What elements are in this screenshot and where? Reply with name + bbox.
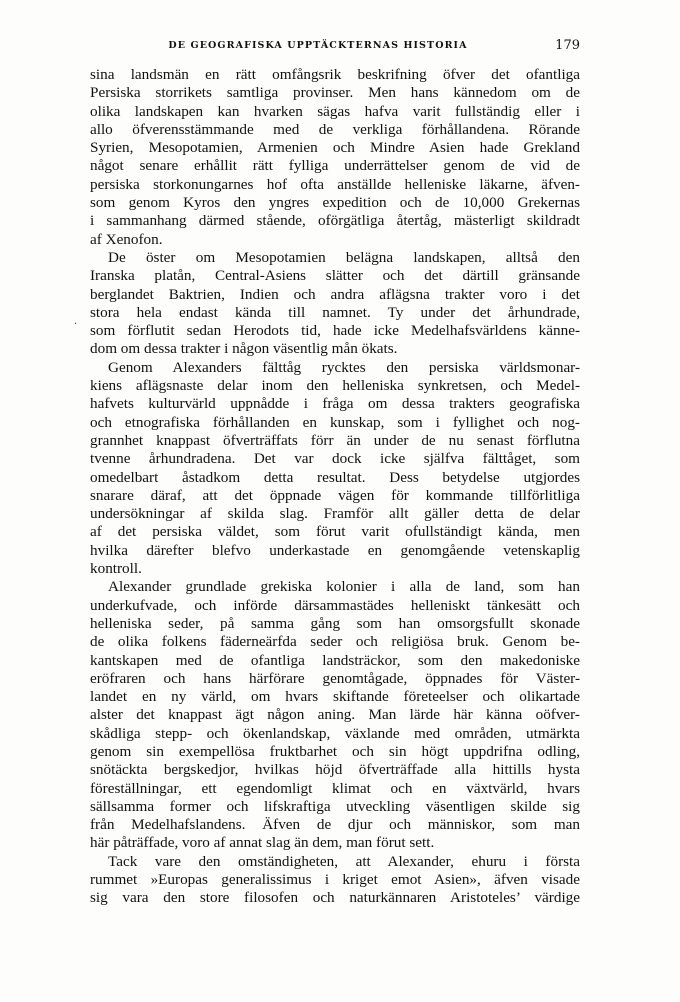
text-line: Persiska storrikets samtliga provinser. Men hans kännedom om de bbox=[90, 84, 580, 102]
page-number: 179 bbox=[555, 38, 580, 53]
text-line: som genom Kyros den yngres expedition och de 10,000 Grekernas bbox=[90, 194, 580, 212]
text-line: skådliga stepp- och ökenlandskap, växlande med områden, utmärkta bbox=[90, 724, 580, 742]
text-line: något senare erhållit rätt fylliga underrättelser genom de vid de bbox=[90, 157, 580, 175]
text-line: Tack vare den omständigheten, att Alexander, ehuru i första bbox=[108, 852, 580, 870]
text-line: af det persiska väldet, som förut varit ofullständigt kända, men bbox=[90, 523, 580, 541]
text-line: stora hela endast kända till namnet. Ty under det århundrade, bbox=[90, 303, 580, 321]
text-line: hafvets kulturvärld uppnådde i fråga om dessa trakters geografiska bbox=[90, 395, 580, 413]
text-line: Iranska platån, Central-Asiens slätter och det därtill gränsande bbox=[90, 267, 580, 285]
text-line: landet en ny värld, om hvars skiftande företeelser och olikartade bbox=[90, 688, 580, 706]
text-line: som förflutit sedan Herodots tid, hade icke Medelhafsvärldens känne- bbox=[90, 322, 580, 340]
text-line: och etnografiska förhållanden en kunskap, som i fyllighet och nog- bbox=[90, 413, 580, 431]
text-line: hvilka därefter blefvo underkastade en genomgående vetenskaplig bbox=[90, 541, 580, 559]
text-line: föreställningar, ett egendomligt klimat och en växtvärld, hvars bbox=[90, 779, 580, 797]
text-line: kontroll. bbox=[90, 560, 142, 578]
text-line: kiens aflägsnaste delar inom den helleniska synkretsen, och Medel- bbox=[90, 377, 580, 395]
text-line: af Xenofon. bbox=[90, 230, 163, 248]
text-line: sig vara den store filosofen och naturkännaren Aristoteles’ värdige bbox=[90, 889, 580, 907]
text-line: tvenne århundradena. Det var dock icke själfva fälttåget, som bbox=[90, 450, 580, 468]
text-line: undersökningar af skilda slag. Framför allt gäller detta de delar bbox=[90, 505, 580, 523]
text-line: olika landskapen kan hvarken sägas hafva varit fullständig eller i bbox=[90, 102, 580, 120]
body-text bbox=[90, 66, 580, 908]
running-header bbox=[90, 40, 580, 56]
text-line: Syrien, Mesopotamien, Armenien och Mindre Asien hade Grekland bbox=[90, 139, 580, 157]
text-line: eröfraren och hans härförare genomtågade, öppnades för Väster- bbox=[90, 669, 580, 687]
text-line: i sammanhang därmed stående, oförgätliga återtåg, mästerligt skildradt bbox=[90, 212, 580, 230]
text-line: De öster om Mesopotamien belägna landskapen, alltså den bbox=[108, 248, 580, 266]
text-line: grannhet knappast öfverträffats förr än under de nu senast förflutna bbox=[90, 431, 580, 449]
text-line: snötäckta bergskedjor, hvilkas höjd öfverträffade alla hittills hysta bbox=[90, 761, 580, 779]
text-line: underkufvade, och införde därsammastädes helleniskt tänkesätt och bbox=[90, 596, 580, 614]
text-line: helleniska seder, på samma gång som han omsorgsfullt skonade bbox=[90, 614, 580, 632]
text-line: alster det knappast ägt någon aning. Man lärde här känna oöfver- bbox=[90, 706, 580, 724]
text-line: rummet »Europas generalissimus i kriget emot Asien», äfven visade bbox=[90, 871, 580, 889]
margin-mark: · bbox=[74, 319, 78, 330]
text-line: här påträffade, voro af annat slag än dem, man förut sett. bbox=[90, 834, 435, 852]
text-line: sina landsmän en rätt omfångsrik beskrifning öfver det ofantliga bbox=[90, 66, 580, 83]
text-line: berglandet Baktrien, Indien och andra aflägsna trakter voro i det bbox=[90, 285, 580, 303]
text-line: kantskapen med de ofantliga landsträckor, som den makedoniske bbox=[90, 651, 580, 669]
text-line: omedelbart åstadkom detta resultat. Dess betydelse utgjordes bbox=[90, 468, 580, 486]
text-line: Alexander grundlade grekiska kolonier i alla de land, som han bbox=[108, 578, 580, 596]
text-line: snarare däraf, att det öppnade vägen för kommande tillförlitliga bbox=[90, 486, 580, 504]
text-line: genom sin exempellösa fruktbarhet och sin högt uppdrifna odling, bbox=[90, 742, 580, 760]
text-line: de olika folkens fäderneärfda seder och religiösa bruk. Genom be- bbox=[90, 633, 580, 651]
running-title: DE GEOGRAFISKA UPPTÄCKTERNAS HISTORIA bbox=[168, 40, 468, 51]
text-line: dom om dessa trakter i någon väsentlig mån ökats. bbox=[90, 340, 398, 358]
text-line: sällsamma former och lifskraftiga utveckling väsentligen skilde sig bbox=[90, 797, 580, 815]
text-line: allo öfverensstämmande med de verkliga förhållandena. Rörande bbox=[90, 120, 580, 138]
text-line: persiska storkonungarnes hof ofta anställde helleniske läkarne, äfven- bbox=[90, 175, 580, 193]
text-line: Genom Alexanders fälttåg rycktes den persiska världsmonar- bbox=[108, 358, 580, 376]
text-line: från Medelhafslandens. Äfven de djur och människor, som man bbox=[90, 816, 580, 834]
